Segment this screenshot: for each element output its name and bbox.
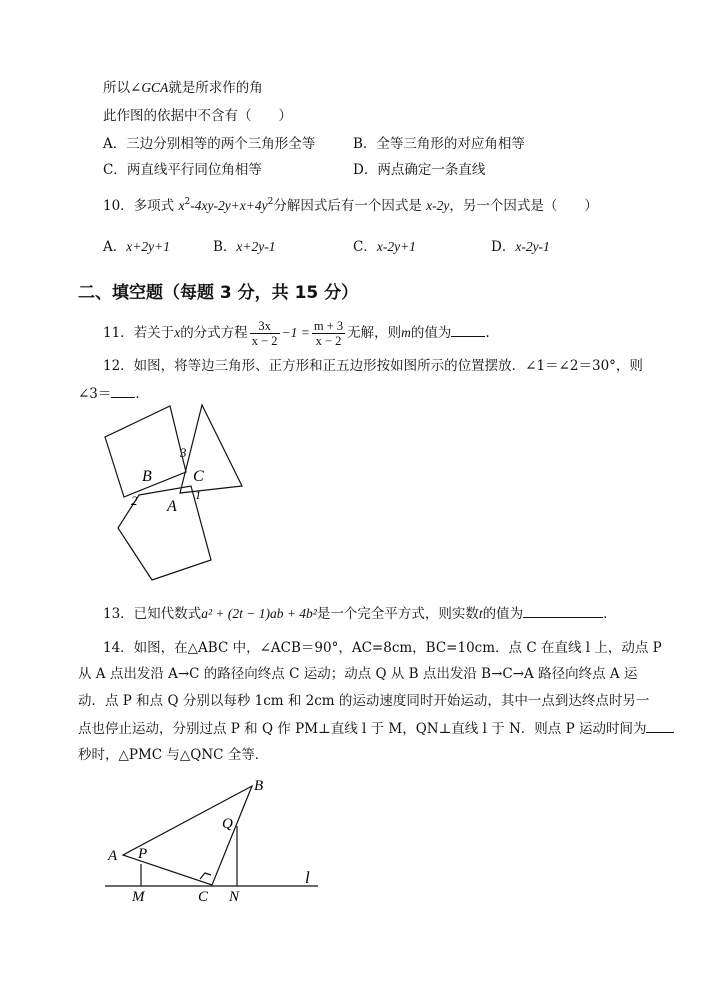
q14-label-p: P [138,846,148,862]
q14-label-q: Q [222,816,233,832]
q12-label-c: C [193,468,204,485]
q14-label-c: C [198,889,209,905]
q14-line1: 14．如图，在△ABC 中，∠ACB＝90°，AC=8cm，BC=10cm．点 C 在直线 l 上，动点 P [103,640,662,656]
q10-option-d-label: D． [491,239,516,255]
q13-expression: a² + (2t − 1)ab + 4b² [201,606,317,621]
q13-mid: 是一个完全平方式，则实数 [316,606,479,622]
q12-angle-3: 3 [180,445,187,460]
q10-factor: x-2y [426,198,450,213]
q14-label-b: B [254,778,264,794]
q14-answer-blank[interactable] [646,718,674,733]
q11-suffix2: 的值为 [410,325,452,341]
q10-mid: 分解因式后有一个因式是 [273,198,427,214]
q10-option-b-label: B． [213,239,237,255]
q10-prefix: 10．多项式 [103,198,179,214]
q10-option-a-value: x+2y+1 [126,239,170,254]
q10-option-d-value: x-2y-1 [515,239,550,254]
q12-label-a: A [167,498,177,515]
q12-line1: 12．如图，将等边三角形、正方形和正五边形按如图所示的位置摆放．∠1＝∠2＝30°，则 [103,358,643,374]
q13-var-t: t [478,606,483,621]
q10-option-c-value: x-2y+1 [376,239,416,254]
q13-end: ． [603,606,617,622]
q13-answer-blank[interactable] [523,603,603,618]
q9-stem: 此作图的依据中不含有（ ） [103,108,292,124]
section-2-heading: 二、填空题（每题 3 分，共 15 分） [78,283,359,303]
q9-option-d: D．两点确定一条直线 [353,162,486,178]
q10-option-b-value: x+2y-1 [236,239,276,254]
q11-frac1-den: x − 2 [251,334,278,348]
q10-expr-a-sup: 2 [184,197,191,207]
q13-prefix: 13．已知代数式 [103,606,202,622]
q9-angle-var: GCA [141,80,169,95]
q14-label-l: l [305,868,310,887]
q9-option-c: C．两直线平行同位角相等 [103,162,262,178]
q10-expr-b: -4xy-2y+x+4y [190,198,268,213]
q12-angle-1: 1 [195,488,201,502]
q14-line3: 动．点 P 和点 Q 分别以每秒 1cm 和 2cm 的运动速度同时开始运动，其中一点到达终点时另一 [78,693,650,709]
q14-label-m: M [132,889,145,905]
q11-frac2-num: m + 3 [313,319,344,333]
q11-prefix: 11．若关于 [103,325,175,341]
q12-line2-end: ． [135,386,149,402]
q12-angle-2: 2 [131,493,138,508]
q9-conclusion-suffix: 就是所求作的角 [168,80,263,96]
q12-label-b: B [142,468,152,485]
q12-line2-prefix: ∠3＝ [78,386,112,402]
q11-minus-one: −1 = [281,325,310,340]
q10-option-a-label: A． [103,239,127,255]
q11-var-m: m [401,325,411,340]
q11-frac2-den: x − 2 [315,334,342,348]
q13-stem [103,603,617,624]
q14-line4-text: 点也停止运动，分别过点 P 和 Q 作 PM⊥直线 l 于 M，QN⊥直线 l 于 N．则点 P 运动时间为 [78,721,647,737]
q10-suffix: ，另一个因式是（ ） [449,198,598,214]
q14-line5: 秒时，△PMC 与△QNC 全等． [78,747,269,763]
q13-suffix: 的值为 [482,606,524,622]
q11-end: . [485,325,490,341]
q9-option-a: A．三边分别相等的两个三角形全等 [103,136,316,152]
q14-label-a: A [108,848,118,864]
q11-mid: 的分式方程 [180,325,248,341]
q12-equilateral-triangle [180,405,242,493]
q14-line4 [78,718,674,739]
q14-label-n: N [229,889,240,905]
q9-option-b: B．全等三角形的对应角相等 [353,136,525,152]
q10-expr-b-sup: 2 [267,197,274,207]
q10-option-c-label: C． [353,239,377,255]
q10-expr-a: x [178,198,185,213]
q14-line2: 从 A 点出发沿 A→C 的路径向终点 C 运动；动点 Q 从 B 点出发沿 B→C→A 路径向终点 A 运 [78,666,638,682]
q11-suffix1: 无解，则 [347,325,402,341]
q9-conclusion-prefix: 所以∠ [103,80,142,96]
q11-frac1-num: 3x [250,319,280,334]
q11-var-x: x [174,325,181,340]
